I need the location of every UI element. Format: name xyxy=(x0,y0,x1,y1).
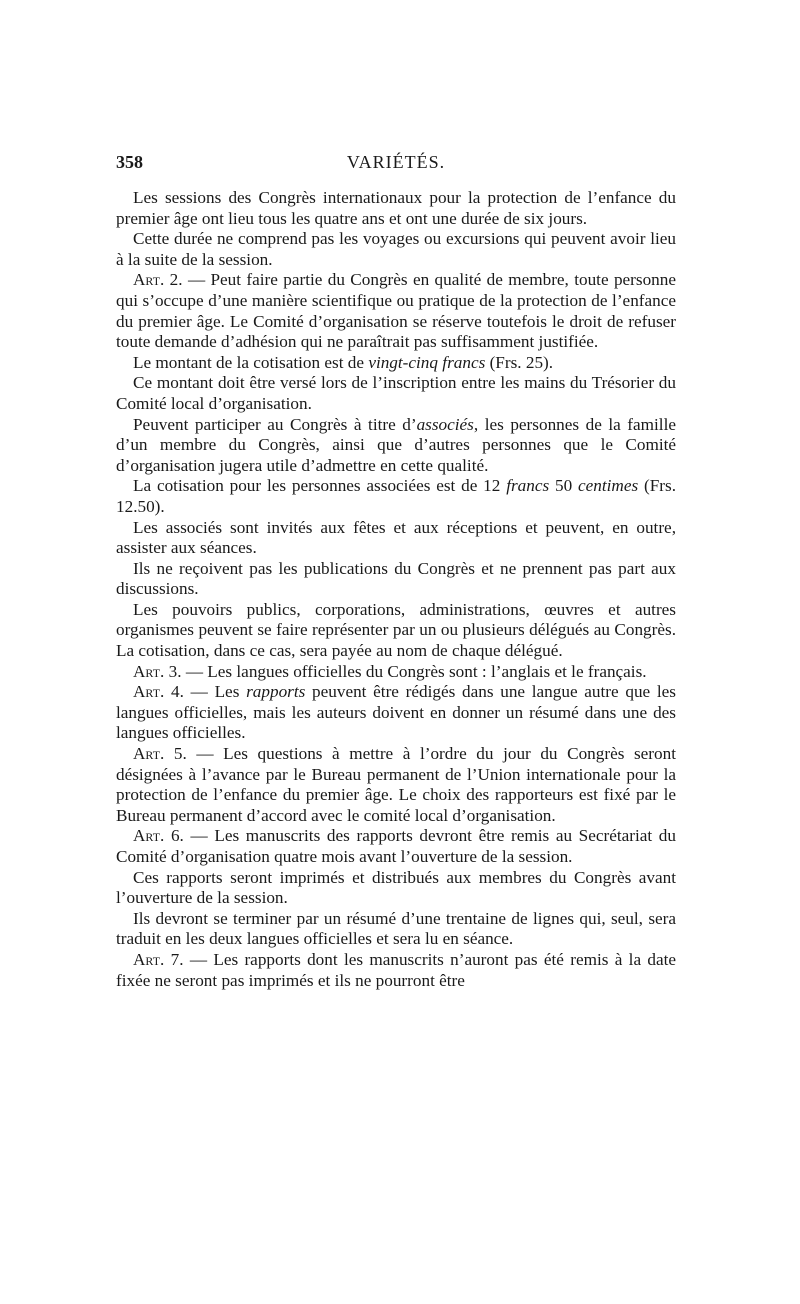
paragraph xyxy=(116,229,676,270)
italic-text: francs xyxy=(506,476,550,496)
paragraph-text: 50 xyxy=(549,476,579,496)
paragraph-text: Cette durée ne comprend pas les voyages ou excursions qui peuvent avoir lieu à la suite de la session. xyxy=(116,229,676,269)
paragraph xyxy=(116,909,676,950)
paragraph xyxy=(116,270,676,352)
paragraph xyxy=(116,559,676,600)
paragraph-text: — Les rapports dont les manuscrits n’auront pas été remis à la date fixée ne seront pas imprimés et ils ne pourront être xyxy=(116,949,677,990)
paragraph-text: La cotisation pour les personnes associées est de 12 xyxy=(133,476,507,496)
paragraph-text: Le montant de la cotisation est de xyxy=(133,352,369,372)
page-header xyxy=(116,152,676,188)
paragraph-text: (Frs. 12.50). xyxy=(116,476,676,516)
paragraph-text: Ils devront se terminer par un résumé d’une trentaine de lignes qui, seul, sera traduit en les deux langues officielles et sera lu en séance. xyxy=(116,908,676,949)
paragraph-text: — Les xyxy=(183,682,247,702)
article-label: Art. 3. xyxy=(133,661,182,681)
paragraph-text: Les sessions des Congrès internationaux pour la protection de l’enfance du premier âge ont lieu tous les quatre ans et ont une durée de six jours. xyxy=(116,188,676,228)
paragraph-text: — Les manuscrits des rapports devront être remis au Secrétariat du Comité d’organisation quatre mois avant l’ouverture de la session. xyxy=(116,826,676,866)
page-number: 358 xyxy=(116,152,143,172)
italic-text: associés xyxy=(416,414,474,434)
paragraph xyxy=(116,682,676,744)
article-label: Art. 7. xyxy=(133,949,184,969)
paragraph xyxy=(116,868,676,909)
paragraph-text: Peuvent participer au Congrès à titre d’ xyxy=(133,414,417,434)
article-label: Art. 6. xyxy=(133,826,184,846)
paragraph xyxy=(116,518,676,559)
paragraph-text: Les associés sont invités aux fêtes et aux réceptions et peuvent, en outre, assister aux séances. xyxy=(116,517,676,558)
paragraph xyxy=(116,826,676,867)
article-label: Art. 4. xyxy=(133,682,184,702)
paragraph xyxy=(116,353,676,374)
paragraph-text: (Frs. 25). xyxy=(485,352,554,372)
paragraph-text: — Les questions à mettre à l’ordre du jour du Congrès seront désignées à l’avance par le Bureau permanent de l’Union internationale pour la protection de l’enfance du premier âge. Le choix des rapporteurs est fixé par le Bureau permanent d’accord avec le comité local d’organisation. xyxy=(116,744,676,825)
italic-text: rapports xyxy=(246,682,306,702)
paragraph xyxy=(116,188,676,229)
paragraph-text: Les pouvoirs publics, corporations, administrations, œuvres et autres organismes peuvent se faire représenter par un ou plusieurs délégués au Congrès. La cotisation, dans ce cas, sera payée au nom de chaque délégué. xyxy=(116,599,676,661)
paragraph-text: , les personnes de la famille d’un membre du Congrès, ainsi que d’autres personnes que le Comité d’organisation jugera utile d’admettre en cette qualité. xyxy=(116,414,676,475)
paragraph-text: Ces rapports seront imprimés et distribués aux membres du Congrès avant l’ouverture de la session. xyxy=(116,867,676,908)
italic-text: centimes xyxy=(578,476,639,496)
paragraph-text: peuvent être rédigés dans une langue autre que les langues officielles, mais les auteurs doivent en donner un résumé dans une des langues officielles. xyxy=(116,682,676,743)
article-label: Art. 5. xyxy=(133,744,187,764)
paragraph xyxy=(116,476,676,517)
paragraph xyxy=(116,600,676,662)
paragraph xyxy=(116,744,676,826)
paragraph-text: — Les langues officielles du Congrès sont : l’anglais et le français. xyxy=(181,661,647,681)
article-label: Art. 2. xyxy=(133,270,183,290)
paragraph-text: Ce montant doit être versé lors de l’inscription entre les mains du Trésorier du Comité local d’organisation. xyxy=(116,373,676,413)
paragraph xyxy=(116,950,676,991)
paragraph xyxy=(116,415,676,477)
paragraph xyxy=(116,662,676,683)
body-text xyxy=(116,188,676,991)
paragraph-text: Ils ne reçoivent pas les publications du Congrès et ne prennent pas part aux discussions. xyxy=(116,558,676,599)
italic-text: vingt-cinq francs xyxy=(368,352,486,372)
book-page xyxy=(116,152,676,991)
paragraph xyxy=(116,373,676,414)
running-title: VARIÉTÉS. xyxy=(346,152,446,172)
paragraph-text: — Peut faire partie du Congrès en qualité de membre, toute personne qui s’occupe d’une manière scientifique ou pratique de la protection de l’enfance du premier âge. Le Comité d’organisation se réserve toutefois le droit de refuser toute demande d’adhésion qui ne paraîtrait pas suffisamment justifiée. xyxy=(116,270,676,352)
